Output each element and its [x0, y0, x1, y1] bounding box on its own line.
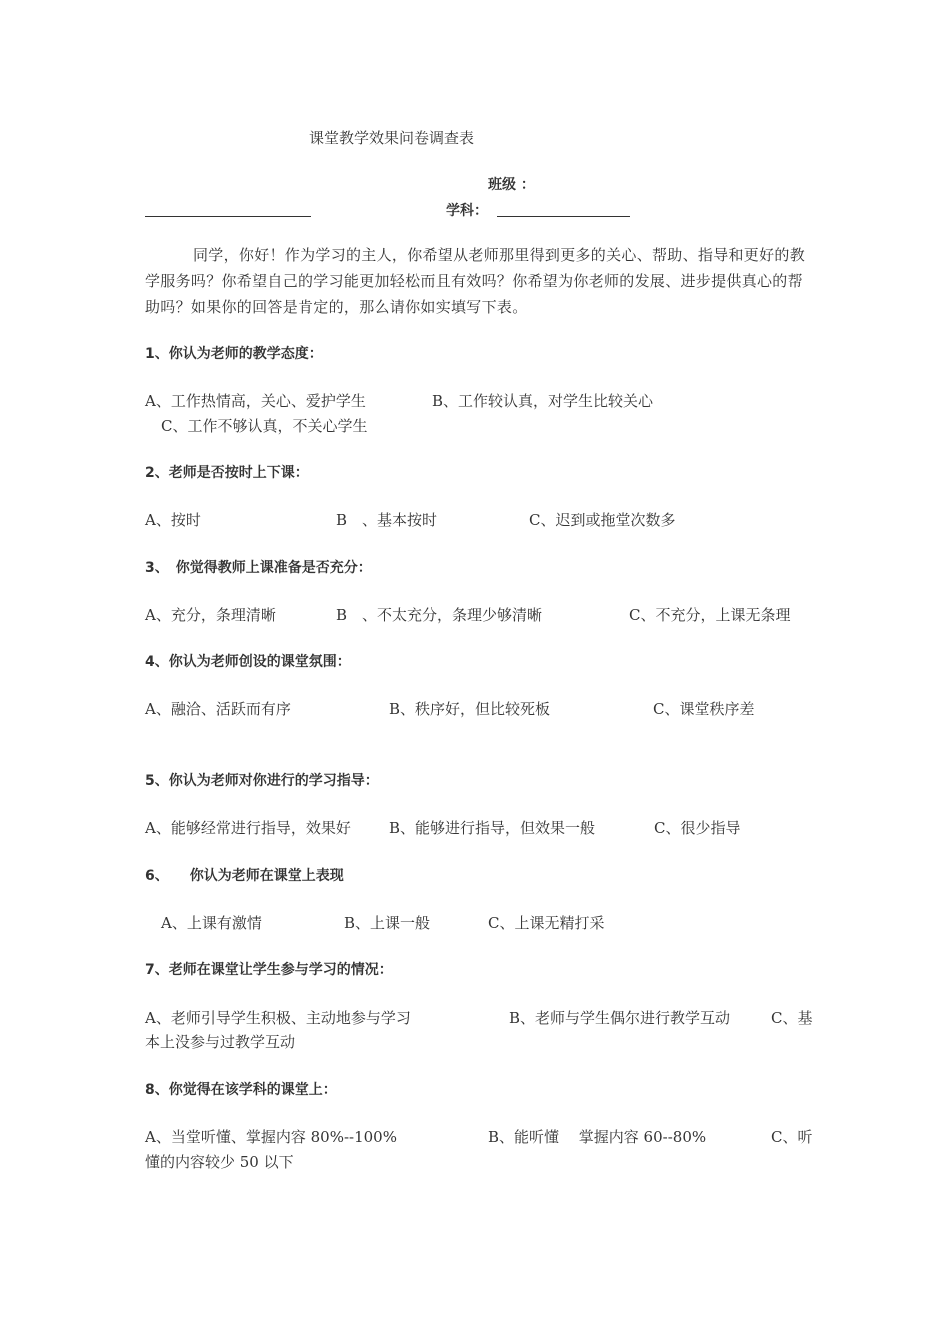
q4-option-b[interactable]: B、秩序好，但比较死板 — [389, 700, 551, 718]
q7-option-a[interactable]: A、老师引导学生积极、主动地参与学习 — [145, 1009, 411, 1027]
q2-option-c[interactable]: C、迟到或拖堂次数多 — [529, 511, 676, 529]
question-7: 7、老师在课堂让学生参与学习的情况： — [145, 962, 393, 978]
q6-option-a[interactable]: A、上课有激情 — [161, 914, 262, 932]
q1-option-a[interactable]: A、工作热情高，关心、爱护学生 — [145, 392, 366, 410]
subject-label: 学科： — [446, 203, 488, 219]
q2-option-b[interactable]: B 、基本按时 — [336, 511, 438, 529]
q6-option-b[interactable]: B、上课一般 — [344, 914, 431, 932]
question-4: 4、你认为老师创设的课堂氛围： — [145, 654, 351, 670]
q3-option-c[interactable]: C、不充分，上课无条理 — [629, 606, 791, 624]
q4-option-a[interactable]: A、融洽、活跃而有序 — [145, 700, 291, 718]
question-8: 8、你觉得在该学科的课堂上： — [145, 1082, 337, 1098]
q7-option-c-continued: 本上没参与过教学互动 — [145, 1033, 296, 1051]
q8-option-a[interactable]: A、当堂听懂、掌握内容 80%--100% — [145, 1128, 397, 1146]
intro-paragraph: 同学，你好！作为学习的主人，你希望从老师那里得到更多的关心、帮助、指导和更好的教学服务吗？你希望自己的学习能更加轻松而且有效吗？你希望为你老师的发展、进步提供真心的帮助吗？如果你的回答是肯定的，那么请你如实填写下表。 — [145, 246, 806, 316]
q5-option-c[interactable]: C、很少指导 — [654, 819, 741, 837]
q8-option-c[interactable]: C、听 — [771, 1128, 813, 1146]
q1-option-c[interactable]: C、工作不够认真，不关心学生 — [161, 417, 368, 435]
q5-option-b[interactable]: B、能够进行指导，但效果一般 — [389, 819, 596, 837]
q7-option-b[interactable]: B、老师与学生偶尔进行教学互动 — [509, 1009, 731, 1027]
q6-option-c[interactable]: C、上课无精打采 — [488, 914, 605, 932]
question-6: 6、 你认为老师在课堂上表现 — [145, 868, 344, 884]
q1-option-b[interactable]: B、工作较认真，对学生比较关心 — [432, 392, 654, 410]
question-1: 1、你认为老师的教学态度： — [145, 346, 323, 362]
page-title: 课堂教学效果问卷调查表 — [309, 129, 475, 147]
q3-option-b[interactable]: B 、不太充分，条理少够清晰 — [336, 606, 543, 624]
q8-option-c-continued: 懂的内容较少 50 以下 — [145, 1153, 294, 1171]
class-label: 班级 ： — [488, 177, 535, 193]
q2-option-a[interactable]: A、按时 — [145, 511, 201, 529]
class-blank[interactable] — [145, 216, 311, 217]
question-5: 5、你认为老师对你进行的学习指导： — [145, 773, 379, 789]
q3-option-a[interactable]: A、充分，条理清晰 — [145, 606, 276, 624]
question-3: 3、 你觉得教师上课准备是否充分： — [145, 560, 372, 576]
question-2: 2、老师是否按时上下课： — [145, 465, 309, 481]
subject-blank[interactable] — [497, 216, 630, 217]
q8-option-b[interactable]: B、能听懂 掌握内容 60--80% — [488, 1128, 707, 1146]
q5-option-a[interactable]: A、能够经常进行指导，效果好 — [145, 819, 351, 837]
q4-option-c[interactable]: C、课堂秩序差 — [653, 700, 755, 718]
q7-option-c[interactable]: C、基 — [771, 1009, 813, 1027]
